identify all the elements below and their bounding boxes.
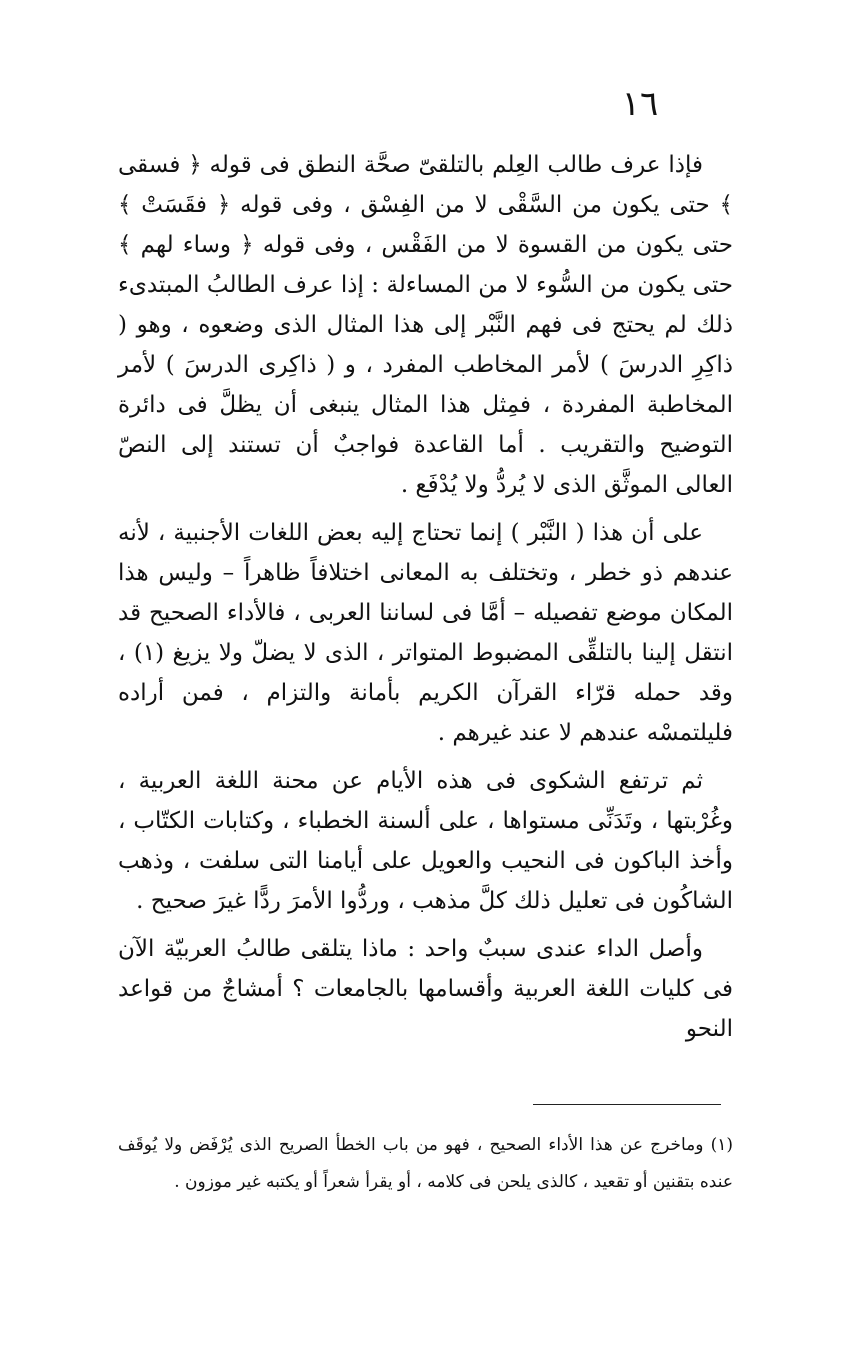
paragraph: على أن هذا ( النَّبْر ) إنما تحتاج إليه بعض اللغات الأجنبية ، لأنه عندهم ذو خطر ، وتختلف به المعانى اختلافاً ظاهراً – وليس هذا المكان موضع تفصيله – أمَّا فى لساننا العربى ، فالأداء الصحيح قد انتقل إلينا بالتلقِّى المضبوط المتواتر ، الذى لا يضلّ ولا يزيغ (١) ، وقد حمله قرّاء القرآن الكريم بأمانة والتزام ، فمن أراده فليلتمسْه عندهم لا عند غيرهم . — [118, 520, 733, 746]
paragraph: وأصل الداء عندى سببٌ واحد : ماذا يتلقى طالبُ العربيّة الآن فى كليات اللغة العربية وأقسامها بالجامعات ؟ أمشاجٌ من قواعد النحو — [118, 936, 733, 1042]
paragraph: ثم ترتفع الشكوى فى هذه الأيام عن محنة اللغة العربية ، وغُرْبتها ، وتَدَنِّى مستواها ، على ألسنة الخطباء ، وكتابات الكتّاب ، وأخذ الباكون فى النحيب والعويل على أيامنا التى سلفت ، وذهب الشاكُون فى تعليل ذلك كلَّ مذهب ، وردُّوا الأمرَ ردًّا غيرَ صحيح . — [118, 768, 733, 914]
footnote: (١) وماخرج عن هذا الأداء الصحيح ، فهو من باب الخطأ الصريح الذى يُرْفَض ولا يُوقَف عنده بتقنين أو تقعيد ، كالذى يلحن فى كلامه ، أو يقرأ شعراً أو يكتبه غير موزون . — [118, 1135, 733, 1192]
paragraph: فإذا عرف طالب العِلم بالتلقىّ صحَّة النطق فى قوله ﴿ فسقى ﴾ حتى يكون من السَّقْى لا من الفِسْق ، وفى قوله ﴿ فقَسَتْ ﴾ حتى يكون من القسوة لا من الفَقْس ، وفى قوله ﴿ وساء لهم ﴾ حتى يكون من السُّوء لا من المساءلة : إذا عرف الطالبُ المبتدىء ذلك لم يحتج فى فهم النَّبْر إلى هذا المثال الذى وضعوه ، وهو ( ذاكِرِ الدرسَ ) لأمر المخاطب المفرد ، و ( ذاكِرى الدرسَ ) لأمر المخاطبة المفردة ، فمِثل هذا المثال ينبغى أن يظلَّ فى دائرة التوضيح والتقريب . أما القاعدة فواجبٌ أن تستند إلى النصّ العالى الموثَّق الذى لا يُردُّ ولا يُدْفَع . — [118, 152, 734, 498]
page-number: ١٦ — [621, 84, 659, 124]
footnote-divider — [533, 1104, 721, 1105]
body-text — [118, 145, 733, 1057]
